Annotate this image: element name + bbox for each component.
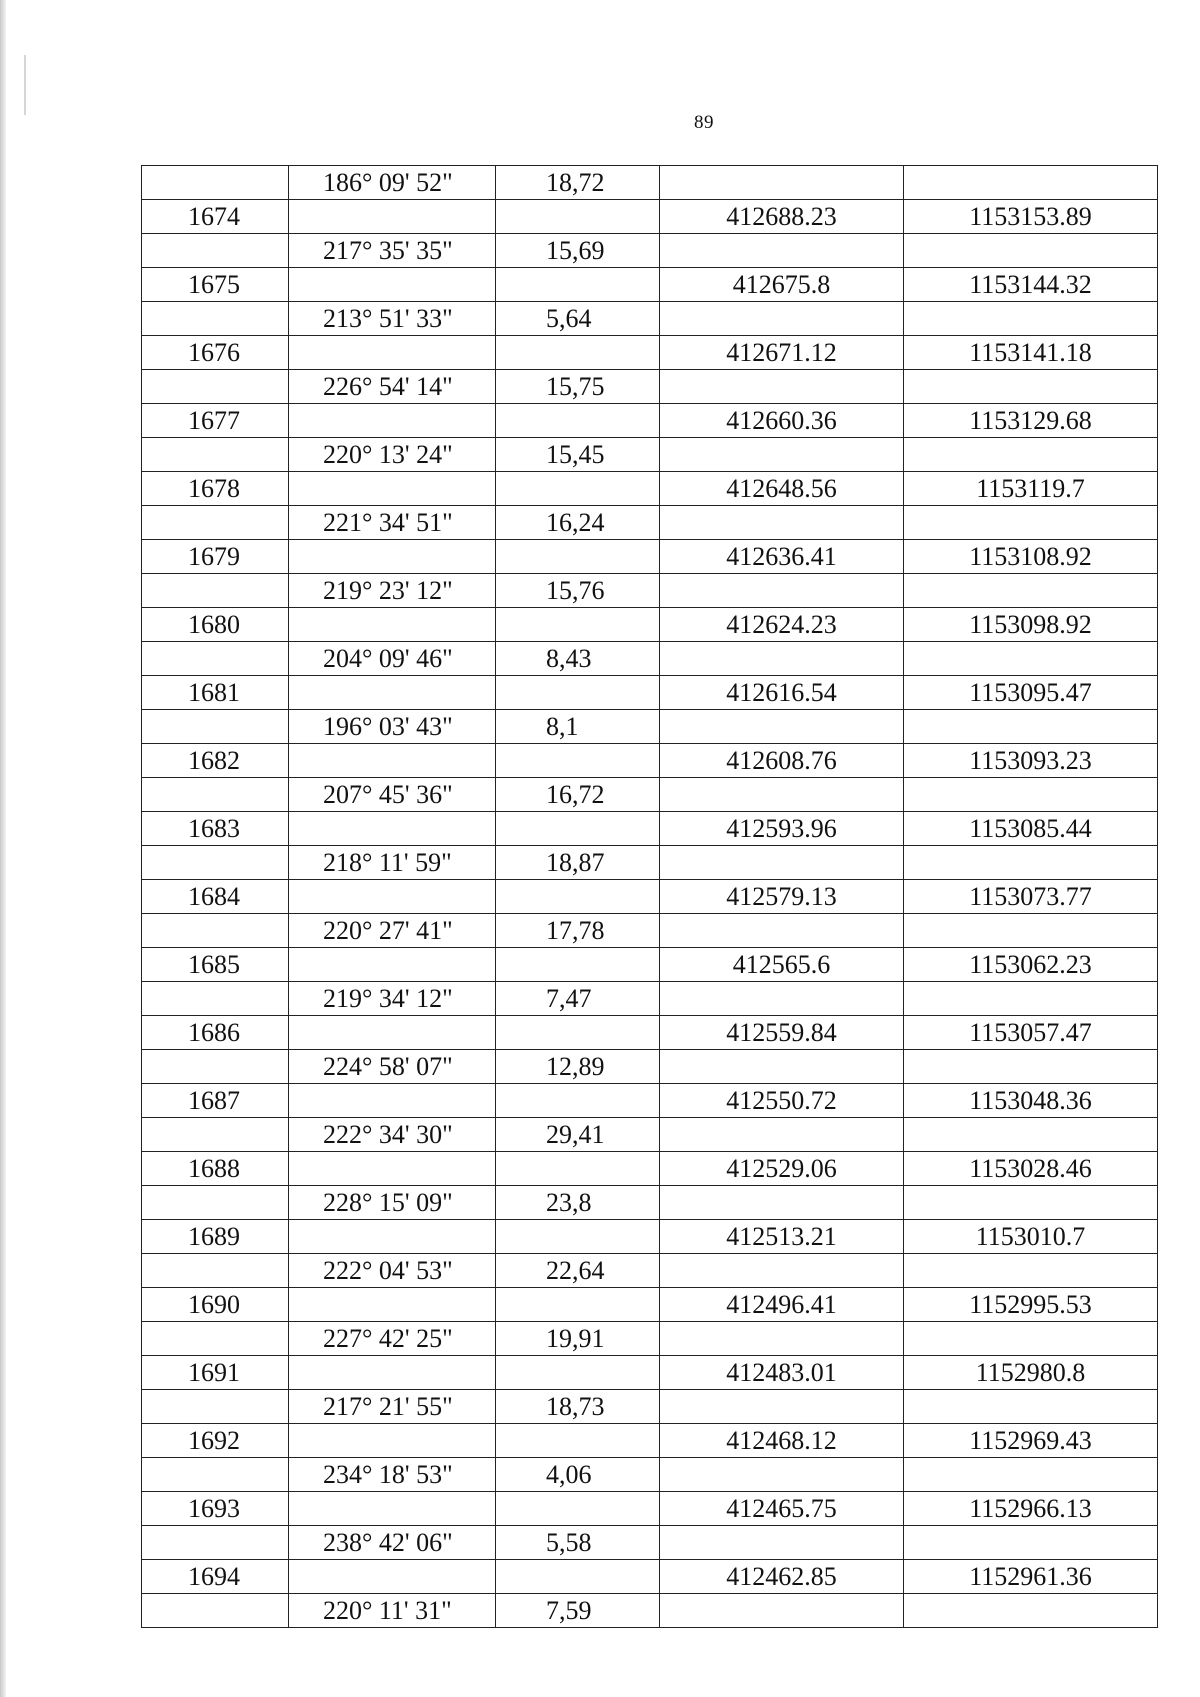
- scan-edge-shadow: [0, 0, 6, 1697]
- distance-cell: [496, 1288, 660, 1322]
- y-coordinate-cell: [904, 846, 1158, 880]
- point-number-cell: 1687: [142, 1084, 289, 1118]
- table-row: [142, 506, 1158, 540]
- y-coordinate-cell: 1153098.92: [904, 608, 1158, 642]
- direction-angle-cell: [289, 1016, 496, 1050]
- y-coordinate-cell: [904, 1390, 1158, 1424]
- direction-angle-cell: [289, 1152, 496, 1186]
- direction-angle-cell: [289, 336, 496, 370]
- x-coordinate-cell: [660, 166, 904, 200]
- distance-cell: 23,8: [496, 1186, 660, 1220]
- direction-angle-cell: [289, 1560, 496, 1594]
- distance-cell: [496, 1084, 660, 1118]
- direction-angle-cell: [289, 948, 496, 982]
- direction-angle-cell: [289, 608, 496, 642]
- point-number-cell: 1682: [142, 744, 289, 778]
- table-row: [142, 744, 1158, 778]
- y-coordinate-cell: [904, 1050, 1158, 1084]
- distance-cell: 5,58: [496, 1526, 660, 1560]
- direction-angle-cell: 218° 11' 59": [289, 846, 496, 880]
- distance-cell: 15,45: [496, 438, 660, 472]
- distance-cell: 18,73: [496, 1390, 660, 1424]
- x-coordinate-cell: [660, 846, 904, 880]
- distance-cell: 15,76: [496, 574, 660, 608]
- y-coordinate-cell: [904, 778, 1158, 812]
- direction-angle-cell: [289, 880, 496, 914]
- point-number-cell: [142, 642, 289, 676]
- x-coordinate-cell: 412648.56: [660, 472, 904, 506]
- x-coordinate-cell: [660, 982, 904, 1016]
- x-coordinate-cell: 412513.21: [660, 1220, 904, 1254]
- direction-angle-cell: [289, 540, 496, 574]
- distance-cell: [496, 744, 660, 778]
- distance-cell: 19,91: [496, 1322, 660, 1356]
- point-number-cell: 1690: [142, 1288, 289, 1322]
- table-row: [142, 1254, 1158, 1288]
- distance-cell: [496, 1152, 660, 1186]
- x-coordinate-cell: [660, 1186, 904, 1220]
- direction-angle-cell: [289, 472, 496, 506]
- scan-artifact: [24, 55, 26, 115]
- point-number-cell: 1674: [142, 200, 289, 234]
- y-coordinate-cell: [904, 574, 1158, 608]
- y-coordinate-cell: [904, 710, 1158, 744]
- point-number-cell: [142, 506, 289, 540]
- x-coordinate-cell: [660, 1322, 904, 1356]
- point-number-cell: 1683: [142, 812, 289, 846]
- point-number-cell: 1688: [142, 1152, 289, 1186]
- y-coordinate-cell: [904, 1254, 1158, 1288]
- distance-cell: 4,06: [496, 1458, 660, 1492]
- y-coordinate-cell: [904, 1186, 1158, 1220]
- direction-angle-cell: [289, 812, 496, 846]
- point-number-cell: 1678: [142, 472, 289, 506]
- x-coordinate-cell: [660, 574, 904, 608]
- distance-cell: 15,75: [496, 370, 660, 404]
- distance-cell: 22,64: [496, 1254, 660, 1288]
- distance-cell: 7,47: [496, 982, 660, 1016]
- y-coordinate-cell: 1153085.44: [904, 812, 1158, 846]
- x-coordinate-cell: 412608.76: [660, 744, 904, 778]
- table-row: [142, 302, 1158, 336]
- table-row: [142, 404, 1158, 438]
- point-number-cell: [142, 982, 289, 1016]
- direction-angle-cell: 217° 35' 35": [289, 234, 496, 268]
- table-row: [142, 982, 1158, 1016]
- table-row: [142, 1424, 1158, 1458]
- direction-angle-cell: [289, 676, 496, 710]
- y-coordinate-cell: 1153048.36: [904, 1084, 1158, 1118]
- distance-cell: [496, 1356, 660, 1390]
- table-row: [142, 540, 1158, 574]
- y-coordinate-cell: [904, 982, 1158, 1016]
- table-row: [142, 676, 1158, 710]
- y-coordinate-cell: 1152966.13: [904, 1492, 1158, 1526]
- point-number-cell: [142, 1254, 289, 1288]
- y-coordinate-cell: 1152961.36: [904, 1560, 1158, 1594]
- distance-cell: 16,24: [496, 506, 660, 540]
- point-number-cell: 1679: [142, 540, 289, 574]
- distance-cell: [496, 676, 660, 710]
- direction-angle-cell: 217° 21' 55": [289, 1390, 496, 1424]
- table-row: [142, 370, 1158, 404]
- x-coordinate-cell: 412550.72: [660, 1084, 904, 1118]
- table-row: [142, 336, 1158, 370]
- distance-cell: [496, 608, 660, 642]
- x-coordinate-cell: [660, 234, 904, 268]
- point-number-cell: [142, 574, 289, 608]
- direction-angle-cell: 221° 34' 51": [289, 506, 496, 540]
- distance-cell: 17,78: [496, 914, 660, 948]
- table-row: [142, 438, 1158, 472]
- y-coordinate-cell: 1153144.32: [904, 268, 1158, 302]
- table-row: [142, 1560, 1158, 1594]
- x-coordinate-cell: 412468.12: [660, 1424, 904, 1458]
- distance-cell: [496, 1560, 660, 1594]
- table-row: [142, 200, 1158, 234]
- point-number-cell: 1685: [142, 948, 289, 982]
- table-row: [142, 1322, 1158, 1356]
- distance-cell: [496, 200, 660, 234]
- direction-angle-cell: 207° 45' 36": [289, 778, 496, 812]
- table-row: [142, 1492, 1158, 1526]
- x-coordinate-cell: [660, 1526, 904, 1560]
- distance-cell: [496, 948, 660, 982]
- x-coordinate-cell: 412671.12: [660, 336, 904, 370]
- direction-angle-cell: 219° 34' 12": [289, 982, 496, 1016]
- y-coordinate-cell: 1153073.77: [904, 880, 1158, 914]
- direction-angle-cell: [289, 200, 496, 234]
- x-coordinate-cell: 412565.6: [660, 948, 904, 982]
- direction-angle-cell: [289, 1356, 496, 1390]
- distance-cell: [496, 540, 660, 574]
- direction-angle-cell: 234° 18' 53": [289, 1458, 496, 1492]
- table-row: [142, 642, 1158, 676]
- distance-cell: 15,69: [496, 234, 660, 268]
- x-coordinate-cell: [660, 1050, 904, 1084]
- x-coordinate-cell: 412462.85: [660, 1560, 904, 1594]
- table-row: [142, 608, 1158, 642]
- point-number-cell: [142, 438, 289, 472]
- table-body: [142, 166, 1158, 1628]
- direction-angle-cell: 220° 27' 41": [289, 914, 496, 948]
- point-number-cell: [142, 1390, 289, 1424]
- y-coordinate-cell: 1153119.7: [904, 472, 1158, 506]
- distance-cell: [496, 1016, 660, 1050]
- x-coordinate-cell: [660, 1390, 904, 1424]
- y-coordinate-cell: 1153153.89: [904, 200, 1158, 234]
- point-number-cell: 1681: [142, 676, 289, 710]
- point-number-cell: 1680: [142, 608, 289, 642]
- x-coordinate-cell: [660, 778, 904, 812]
- distance-cell: [496, 1492, 660, 1526]
- table-row: [142, 1288, 1158, 1322]
- x-coordinate-cell: 412675.8: [660, 268, 904, 302]
- direction-angle-cell: [289, 404, 496, 438]
- y-coordinate-cell: [904, 914, 1158, 948]
- x-coordinate-cell: 412660.36: [660, 404, 904, 438]
- distance-cell: [496, 268, 660, 302]
- table-row: [142, 880, 1158, 914]
- point-number-cell: 1686: [142, 1016, 289, 1050]
- table-row: [142, 812, 1158, 846]
- table-row: [142, 574, 1158, 608]
- direction-angle-cell: [289, 1424, 496, 1458]
- x-coordinate-cell: 412496.41: [660, 1288, 904, 1322]
- table-row: [142, 1458, 1158, 1492]
- x-coordinate-cell: 412636.41: [660, 540, 904, 574]
- y-coordinate-cell: 1152995.53: [904, 1288, 1158, 1322]
- x-coordinate-cell: [660, 370, 904, 404]
- x-coordinate-cell: [660, 914, 904, 948]
- distance-cell: 5,64: [496, 302, 660, 336]
- direction-angle-cell: [289, 1084, 496, 1118]
- distance-cell: 7,59: [496, 1594, 660, 1628]
- table-row: [142, 1220, 1158, 1254]
- distance-cell: 8,1: [496, 710, 660, 744]
- table-row: [142, 1186, 1158, 1220]
- y-coordinate-cell: 1153057.47: [904, 1016, 1158, 1050]
- table-row: [142, 1390, 1158, 1424]
- x-coordinate-cell: 412688.23: [660, 200, 904, 234]
- table-row: [142, 268, 1158, 302]
- x-coordinate-cell: 412529.06: [660, 1152, 904, 1186]
- point-number-cell: 1689: [142, 1220, 289, 1254]
- y-coordinate-cell: [904, 302, 1158, 336]
- y-coordinate-cell: 1152980.8: [904, 1356, 1158, 1390]
- table-row: [142, 948, 1158, 982]
- y-coordinate-cell: [904, 234, 1158, 268]
- direction-angle-cell: [289, 744, 496, 778]
- distance-cell: [496, 472, 660, 506]
- point-number-cell: 1676: [142, 336, 289, 370]
- page-number: 89: [694, 112, 714, 133]
- y-coordinate-cell: 1153062.23: [904, 948, 1158, 982]
- point-number-cell: 1692: [142, 1424, 289, 1458]
- point-number-cell: [142, 846, 289, 880]
- y-coordinate-cell: 1153095.47: [904, 676, 1158, 710]
- y-coordinate-cell: [904, 1118, 1158, 1152]
- table-row: [142, 1016, 1158, 1050]
- direction-angle-cell: 222° 04' 53": [289, 1254, 496, 1288]
- direction-angle-cell: 196° 03' 43": [289, 710, 496, 744]
- table-row: [142, 234, 1158, 268]
- table-row: [142, 1594, 1158, 1628]
- distance-cell: 18,72: [496, 166, 660, 200]
- direction-angle-cell: 222° 34' 30": [289, 1118, 496, 1152]
- x-coordinate-cell: [660, 302, 904, 336]
- table-row: [142, 1050, 1158, 1084]
- direction-angle-cell: [289, 1220, 496, 1254]
- table-row: [142, 1118, 1158, 1152]
- distance-cell: 8,43: [496, 642, 660, 676]
- y-coordinate-cell: [904, 1526, 1158, 1560]
- point-number-cell: [142, 1458, 289, 1492]
- table-row: [142, 1152, 1158, 1186]
- y-coordinate-cell: [904, 1322, 1158, 1356]
- y-coordinate-cell: 1153028.46: [904, 1152, 1158, 1186]
- y-coordinate-cell: 1153141.18: [904, 336, 1158, 370]
- direction-angle-cell: 227° 42' 25": [289, 1322, 496, 1356]
- table-row: [142, 166, 1158, 200]
- direction-angle-cell: 226° 54' 14": [289, 370, 496, 404]
- x-coordinate-cell: 412483.01: [660, 1356, 904, 1390]
- point-number-cell: [142, 234, 289, 268]
- y-coordinate-cell: 1153129.68: [904, 404, 1158, 438]
- y-coordinate-cell: 1153108.92: [904, 540, 1158, 574]
- point-number-cell: [142, 1118, 289, 1152]
- direction-angle-cell: 204° 09' 46": [289, 642, 496, 676]
- direction-angle-cell: [289, 268, 496, 302]
- point-number-cell: [142, 1526, 289, 1560]
- x-coordinate-cell: 412579.13: [660, 880, 904, 914]
- x-coordinate-cell: 412465.75: [660, 1492, 904, 1526]
- point-number-cell: [142, 1050, 289, 1084]
- distance-cell: 12,89: [496, 1050, 660, 1084]
- point-number-cell: [142, 166, 289, 200]
- point-number-cell: [142, 1322, 289, 1356]
- distance-cell: [496, 1424, 660, 1458]
- y-coordinate-cell: 1153010.7: [904, 1220, 1158, 1254]
- direction-angle-cell: 238° 42' 06": [289, 1526, 496, 1560]
- distance-cell: 16,72: [496, 778, 660, 812]
- y-coordinate-cell: [904, 438, 1158, 472]
- distance-cell: [496, 404, 660, 438]
- point-number-cell: [142, 1594, 289, 1628]
- direction-angle-cell: 228° 15' 09": [289, 1186, 496, 1220]
- point-number-cell: [142, 914, 289, 948]
- point-number-cell: 1691: [142, 1356, 289, 1390]
- y-coordinate-cell: [904, 370, 1158, 404]
- coordinates-table: [141, 165, 1158, 1628]
- x-coordinate-cell: [660, 506, 904, 540]
- point-number-cell: [142, 1186, 289, 1220]
- table-row: [142, 710, 1158, 744]
- distance-cell: [496, 336, 660, 370]
- point-number-cell: [142, 370, 289, 404]
- y-coordinate-cell: [904, 1458, 1158, 1492]
- direction-angle-cell: 220° 11' 31": [289, 1594, 496, 1628]
- table-row: [142, 1356, 1158, 1390]
- point-number-cell: [142, 302, 289, 336]
- distance-cell: [496, 880, 660, 914]
- direction-angle-cell: [289, 1492, 496, 1526]
- x-coordinate-cell: [660, 642, 904, 676]
- direction-angle-cell: 220° 13' 24": [289, 438, 496, 472]
- direction-angle-cell: 219° 23' 12": [289, 574, 496, 608]
- point-number-cell: [142, 778, 289, 812]
- x-coordinate-cell: 412559.84: [660, 1016, 904, 1050]
- point-number-cell: 1684: [142, 880, 289, 914]
- y-coordinate-cell: [904, 642, 1158, 676]
- table-row: [142, 914, 1158, 948]
- distance-cell: 18,87: [496, 846, 660, 880]
- direction-angle-cell: 224° 58' 07": [289, 1050, 496, 1084]
- x-coordinate-cell: [660, 438, 904, 472]
- x-coordinate-cell: 412624.23: [660, 608, 904, 642]
- y-coordinate-cell: 1152969.43: [904, 1424, 1158, 1458]
- x-coordinate-cell: [660, 710, 904, 744]
- distance-cell: 29,41: [496, 1118, 660, 1152]
- y-coordinate-cell: 1153093.23: [904, 744, 1158, 778]
- y-coordinate-cell: [904, 1594, 1158, 1628]
- x-coordinate-cell: 412593.96: [660, 812, 904, 846]
- direction-angle-cell: 186° 09' 52": [289, 166, 496, 200]
- point-number-cell: [142, 710, 289, 744]
- x-coordinate-cell: 412616.54: [660, 676, 904, 710]
- direction-angle-cell: [289, 1288, 496, 1322]
- x-coordinate-cell: [660, 1118, 904, 1152]
- x-coordinate-cell: [660, 1594, 904, 1628]
- y-coordinate-cell: [904, 166, 1158, 200]
- point-number-cell: 1693: [142, 1492, 289, 1526]
- point-number-cell: 1677: [142, 404, 289, 438]
- table-row: [142, 1084, 1158, 1118]
- point-number-cell: 1694: [142, 1560, 289, 1594]
- point-number-cell: 1675: [142, 268, 289, 302]
- distance-cell: [496, 1220, 660, 1254]
- table-row: [142, 472, 1158, 506]
- direction-angle-cell: 213° 51' 33": [289, 302, 496, 336]
- table-row: [142, 778, 1158, 812]
- distance-cell: [496, 812, 660, 846]
- table-row: [142, 1526, 1158, 1560]
- x-coordinate-cell: [660, 1254, 904, 1288]
- x-coordinate-cell: [660, 1458, 904, 1492]
- y-coordinate-cell: [904, 506, 1158, 540]
- table-row: [142, 846, 1158, 880]
